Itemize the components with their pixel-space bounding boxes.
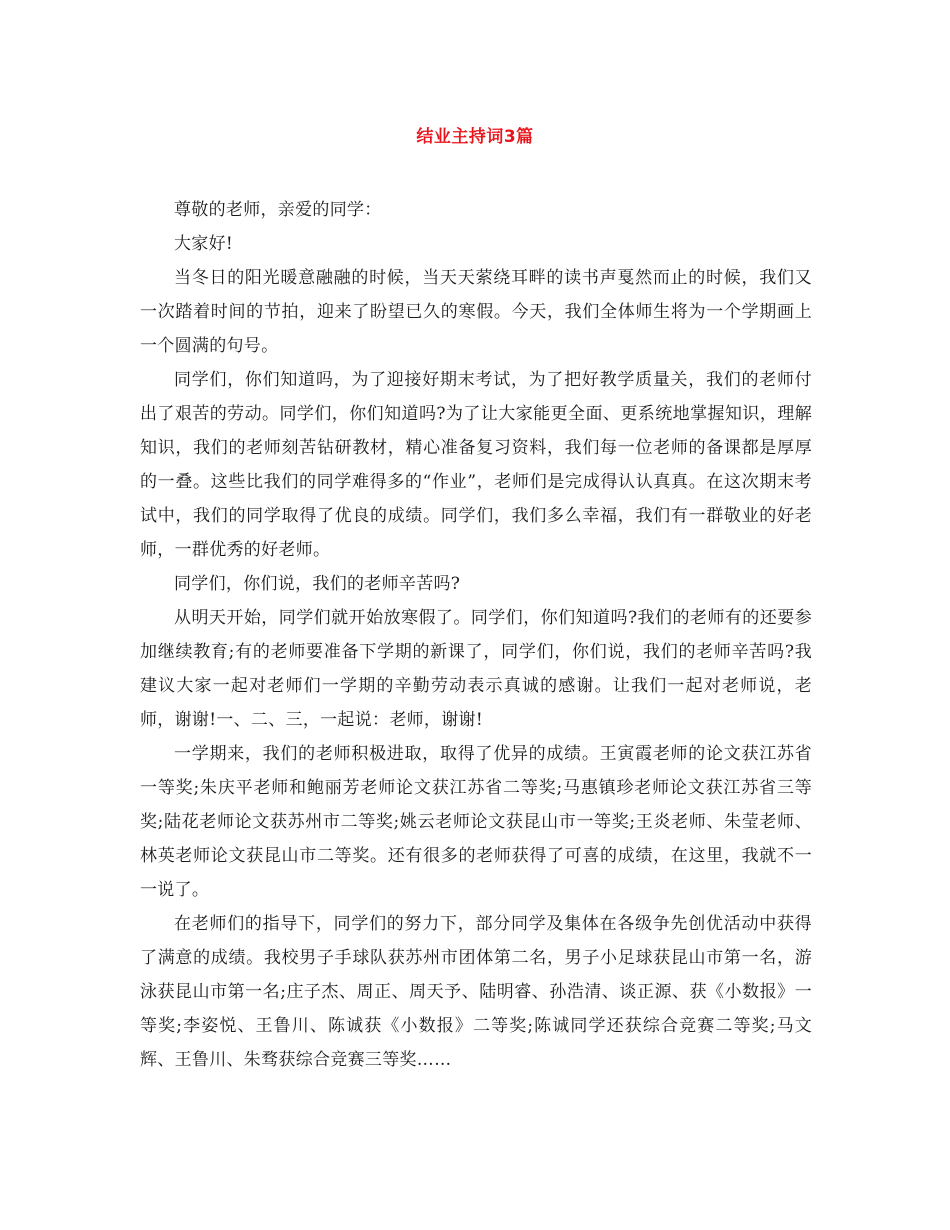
paragraph: 在老师们的指导下，同学们的努力下，部分同学及集体在各级争先创优活动中获得了满意的成绩。我校男子手球队获苏州市团体第二名，男子小足球获昆山市第一名，游泳获昆山市第一名;庄子杰、周正、周天予、陆明睿、孙浩清、谈正源、获《小数报》一等奖;李姿悦、王鲁川、陈诚获《小数报》二等奖;陈诚同学还获综合竞赛二等奖;马文辉、王鲁川、朱骛获综合竞赛三等奖……: [140, 914, 812, 1070]
greeting: 大家好!: [174, 234, 234, 254]
paragraph: 从明天开始，同学们就开始放寒假了。同学们，你们知道吗?我们的老师有的还要参加继续教育;有的老师要准备下学期的新课了，同学们，你们说，我们的老师辛苦吗?我建议大家一起对老师们一学期的辛勤劳动表示真诚的感谢。让我们一起对老师说，老师，谢谢!一、二、三，一起说：老师，谢谢!: [140, 608, 812, 730]
document-title: 结业主持词3篇: [416, 127, 534, 147]
salutation: 尊敬的老师，亲爱的同学：: [174, 200, 382, 220]
document-body: [140, 193, 812, 1077]
paragraph: 同学们，你们说，我们的老师辛苦吗?: [174, 574, 461, 594]
paragraph: 当冬日的阳光暖意融融的时候，当天天萦绕耳畔的读书声戛然而止的时候，我们又一次踏着时间的节拍，迎来了盼望已久的寒假。今天，我们全体师生将为一个学期画上一个圆满的句号。: [140, 268, 812, 356]
paragraph: 一学期来，我们的老师积极进取，取得了优异的成绩。王寅霞老师的论文获江苏省一等奖;朱庆平老师和鲍丽芳老师论文获江苏省二等奖;马惠镇珍老师论文获江苏省三等奖;陆花老师论文获苏州市二等奖;姚云老师论文获昆山市一等奖;王炎老师、朱莹老师、林英老师论文获昆山市二等奖。还有很多的老师获得了可喜的成绩，在这里，我就不一一说了。: [140, 744, 812, 900]
paragraph: 同学们，你们知道吗，为了迎接好期末考试，为了把好教学质量关，我们的老师付出了艰苦的劳动。同学们，你们知道吗?为了让大家能更全面、更系统地掌握知识，理解知识，我们的老师刻苦钻研教材，精心准备复习资料，我们每一位老师的备课都是厚厚的一叠。这些比我们的同学难得多的“作业”，老师们是完成得认认真真。在这次期末考试中，我们的同学取得了优良的成绩。同学们，我们多么幸福，我们有一群敬业的好老师，一群优秀的好老师。: [140, 370, 812, 560]
